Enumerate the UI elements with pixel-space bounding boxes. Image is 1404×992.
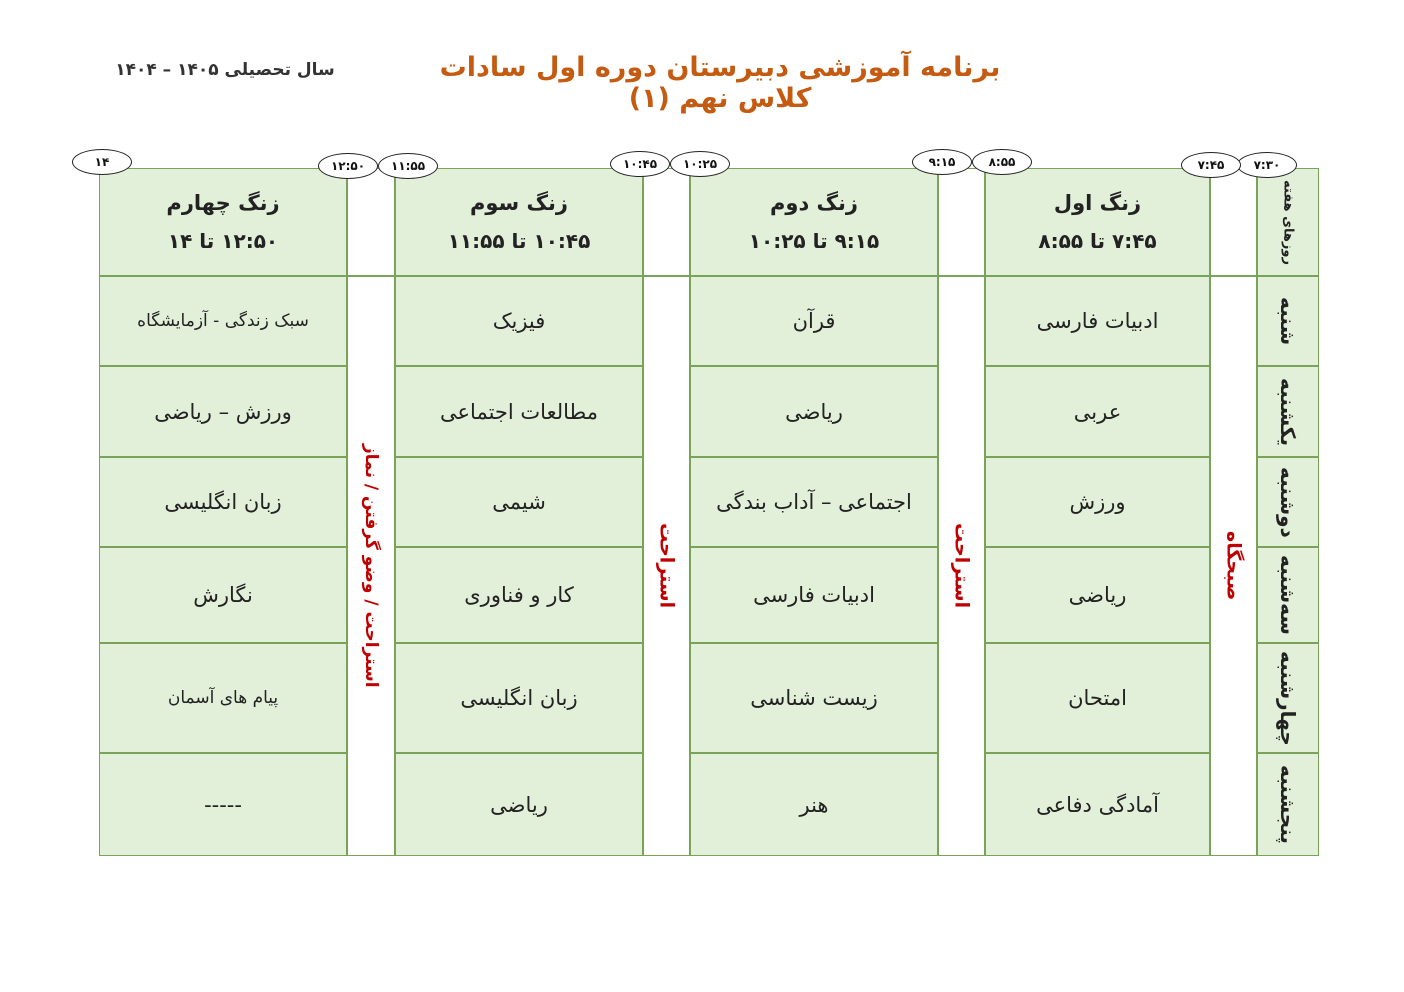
day-wednesday: چهارشنبه — [1257, 643, 1319, 753]
table-cell: ----- — [99, 753, 347, 856]
table-cell: امتحان — [985, 643, 1210, 753]
table-cell: عربی — [985, 366, 1210, 457]
day-sunday: یکشنبه — [1257, 366, 1319, 457]
time-oval: ۷:۴۵ — [1181, 152, 1241, 178]
table-cell: آمادگی دفاعی — [985, 753, 1210, 856]
days-header: روزهای هفته — [1257, 168, 1319, 276]
time-oval: ۱۴ — [72, 149, 132, 175]
page-title: برنامه آموزشی دبیرستان دوره اول سادات کلاس نهم (۱) — [439, 52, 1001, 114]
table-cell: ریاضی — [395, 753, 643, 856]
table-cell: قرآن — [690, 276, 938, 366]
day-monday: دوشنبه — [1257, 457, 1319, 547]
time-oval: ۱۲:۵۰ — [318, 153, 378, 179]
table-cell: ادبیات فارسی — [690, 547, 938, 643]
table-cell: هنر — [690, 753, 938, 856]
bell-2-header: زنگ دوم ۹:۱۵ تا ۱۰:۲۵ — [690, 168, 938, 276]
time-oval: ۱۱:۵۵ — [378, 153, 438, 179]
day-thursday: پنجشنبه — [1257, 753, 1319, 856]
table-cell: شیمی — [395, 457, 643, 547]
table-cell: ورزش — [985, 457, 1210, 547]
bell-4-header: زنگ چهارم ۱۲:۵۰ تا ۱۴ — [99, 168, 347, 276]
morning-header-gap — [1210, 168, 1257, 276]
table-cell: نگارش — [99, 547, 347, 643]
academic-year: سال تحصیلی ۱۴۰۵ – ۱۴۰۴ — [115, 60, 335, 80]
bell-1-header: زنگ اول ۷:۴۵ تا ۸:۵۵ — [985, 168, 1210, 276]
table-cell: ریاضی — [690, 366, 938, 457]
day-tuesday: سه‌شنبه — [1257, 547, 1319, 643]
time-oval: ۱۰:۲۵ — [670, 151, 730, 177]
table-cell: زبان انگلیسی — [395, 643, 643, 753]
table-cell: ادبیات فارسی — [985, 276, 1210, 366]
table-cell: کار و فناوری — [395, 547, 643, 643]
table-cell: سبک زندگی - آزمایشگاه — [99, 276, 347, 366]
table-cell: مطالعات اجتماعی — [395, 366, 643, 457]
table-cell: زیست شناسی — [690, 643, 938, 753]
time-oval: ۹:۱۵ — [912, 149, 972, 175]
morning-assembly-column: صبحگاه — [1210, 276, 1257, 856]
break3-header-gap — [347, 168, 395, 276]
time-oval: ۷:۳۰ — [1237, 152, 1297, 178]
table-cell: ریاضی — [985, 547, 1210, 643]
table-cell: زبان انگلیسی — [99, 457, 347, 547]
bell-3-header: زنگ سوم ۱۰:۴۵ تا ۱۱:۵۵ — [395, 168, 643, 276]
table-cell: اجتماعی – آداب بندگی — [690, 457, 938, 547]
break-1-column: استراحت — [938, 276, 985, 856]
break2-header-gap — [643, 168, 690, 276]
break-prayer-column: استراحت / وضو گرفتن / نماز — [347, 276, 395, 856]
break1-header-gap — [938, 168, 985, 276]
day-saturday: شنبه — [1257, 276, 1319, 366]
table-cell: ورزش – ریاضی — [99, 366, 347, 457]
time-oval: ۱۰:۴۵ — [610, 151, 670, 177]
break-2-column: استراحت — [643, 276, 690, 856]
table-cell: پیام های آسمان — [99, 643, 347, 753]
table-cell: فیزیک — [395, 276, 643, 366]
time-oval: ۸:۵۵ — [972, 149, 1032, 175]
